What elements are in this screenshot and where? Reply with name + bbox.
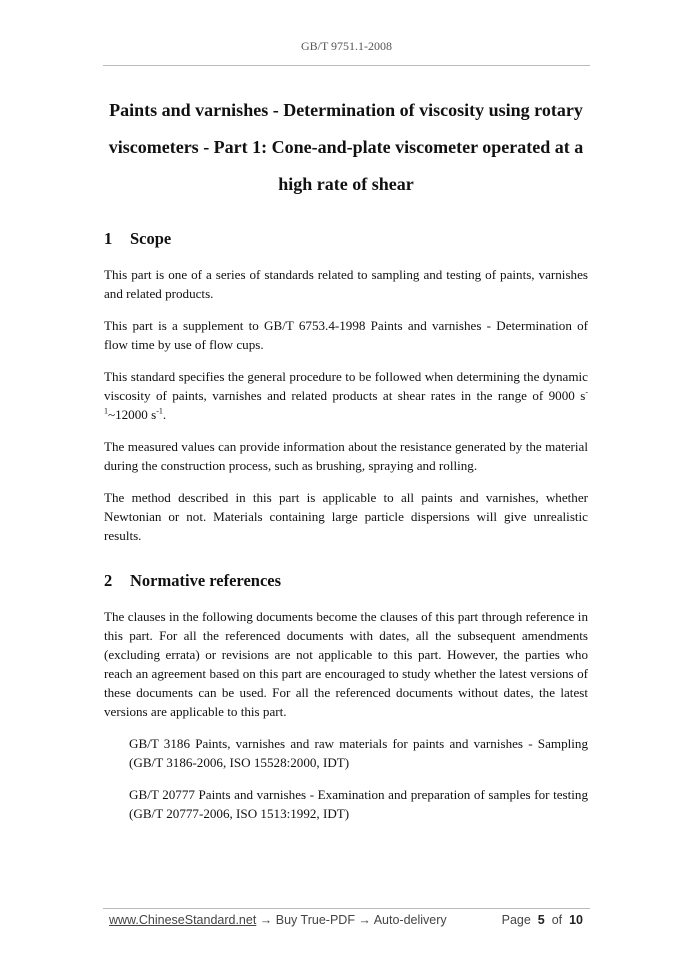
footer-divider bbox=[103, 908, 590, 909]
scope-paragraph-4: The measured values can provide information about the resistance generated by the material during the construction process, such as brushing, spraying and rolling. bbox=[104, 439, 588, 473]
auto-delivery-text: Auto-delivery bbox=[373, 913, 447, 927]
header-divider bbox=[103, 65, 590, 66]
arrow-right-icon: → bbox=[256, 913, 276, 927]
reference-item: GB/T 20777 Paints and varnishes - Examination and preparation of samples for testing (GB/T 20777-2006, ISO 1513:1992, IDT) bbox=[129, 787, 588, 821]
document-title: Paints and varnishes - Determination of viscosity using rotary viscometers - Part 1: Cone-and-plate viscometer operated at a high rate of shear bbox=[108, 100, 584, 194]
scope-paragraph-3-text-c: . bbox=[162, 407, 167, 422]
total-pages-number: 10 bbox=[569, 913, 583, 927]
scope-paragraph-3 bbox=[104, 367, 588, 424]
page-label: Page bbox=[501, 913, 531, 927]
scope-paragraph-5: The method described in this part is applicable to all paints and varnishes, whether Newtonian or not. Materials containing large particle dispersions will give unrealistic results. bbox=[104, 490, 588, 543]
superscript-exponent: -1 bbox=[156, 406, 163, 416]
scope-paragraph-3-text-a: This standard specifies the general procedure to be followed when determining the dynamic viscosity of paints, varnishes and related products at shear rates in the range of 9000 s bbox=[104, 369, 588, 403]
section-1-title: Scope bbox=[130, 229, 172, 248]
arrow-right-icon: → bbox=[354, 913, 374, 927]
scope-paragraph-2: This part is a supplement to GB/T 6753.4-1998 Paints and varnishes - Determination of flow time by use of flow cups. bbox=[104, 318, 588, 352]
buy-true-pdf-text: Buy True-PDF bbox=[275, 913, 355, 927]
page-of-label: of bbox=[551, 913, 563, 927]
references-paragraph-1: The clauses in the following documents become the clauses of this part through reference in this part. For all the referenced documents with dates, all the subsequent amendments (excluding errata) or revisions are not applicable to this part. However, the parties who reach an agreement based on this part are encouraged to study whether the latest versions of these documents can be used. For all the referenced documents without dates, the latest versions are applicable to this part. bbox=[104, 609, 588, 719]
footer-links bbox=[109, 913, 447, 927]
scope-paragraph-1: This part is one of a series of standards related to sampling and testing of paints, varnishes and related products. bbox=[104, 267, 588, 301]
superscript-exponent: -1 bbox=[104, 387, 588, 416]
page-header-standard-code: GB/T 9751.1-2008 bbox=[300, 39, 393, 53]
current-page-number: 5 bbox=[537, 913, 545, 927]
section-1-number: 1 bbox=[104, 229, 113, 248]
scope-paragraph-3-text-b: ~12000 s bbox=[108, 407, 157, 422]
section-2-number: 2 bbox=[104, 571, 113, 590]
page-number-indicator bbox=[502, 913, 583, 927]
section-2-title: Normative references bbox=[130, 571, 282, 590]
reference-item: GB/T 3186 Paints, varnishes and raw materials for paints and varnishes - Sampling (GB/T 3186-2006, ISO 15528:2000, IDT) bbox=[129, 736, 588, 770]
section-1-heading bbox=[104, 229, 588, 249]
chinesestandard-link[interactable]: www.ChineseStandard.net bbox=[109, 913, 257, 927]
section-2-heading bbox=[104, 571, 588, 591]
document-body bbox=[104, 92, 588, 836]
